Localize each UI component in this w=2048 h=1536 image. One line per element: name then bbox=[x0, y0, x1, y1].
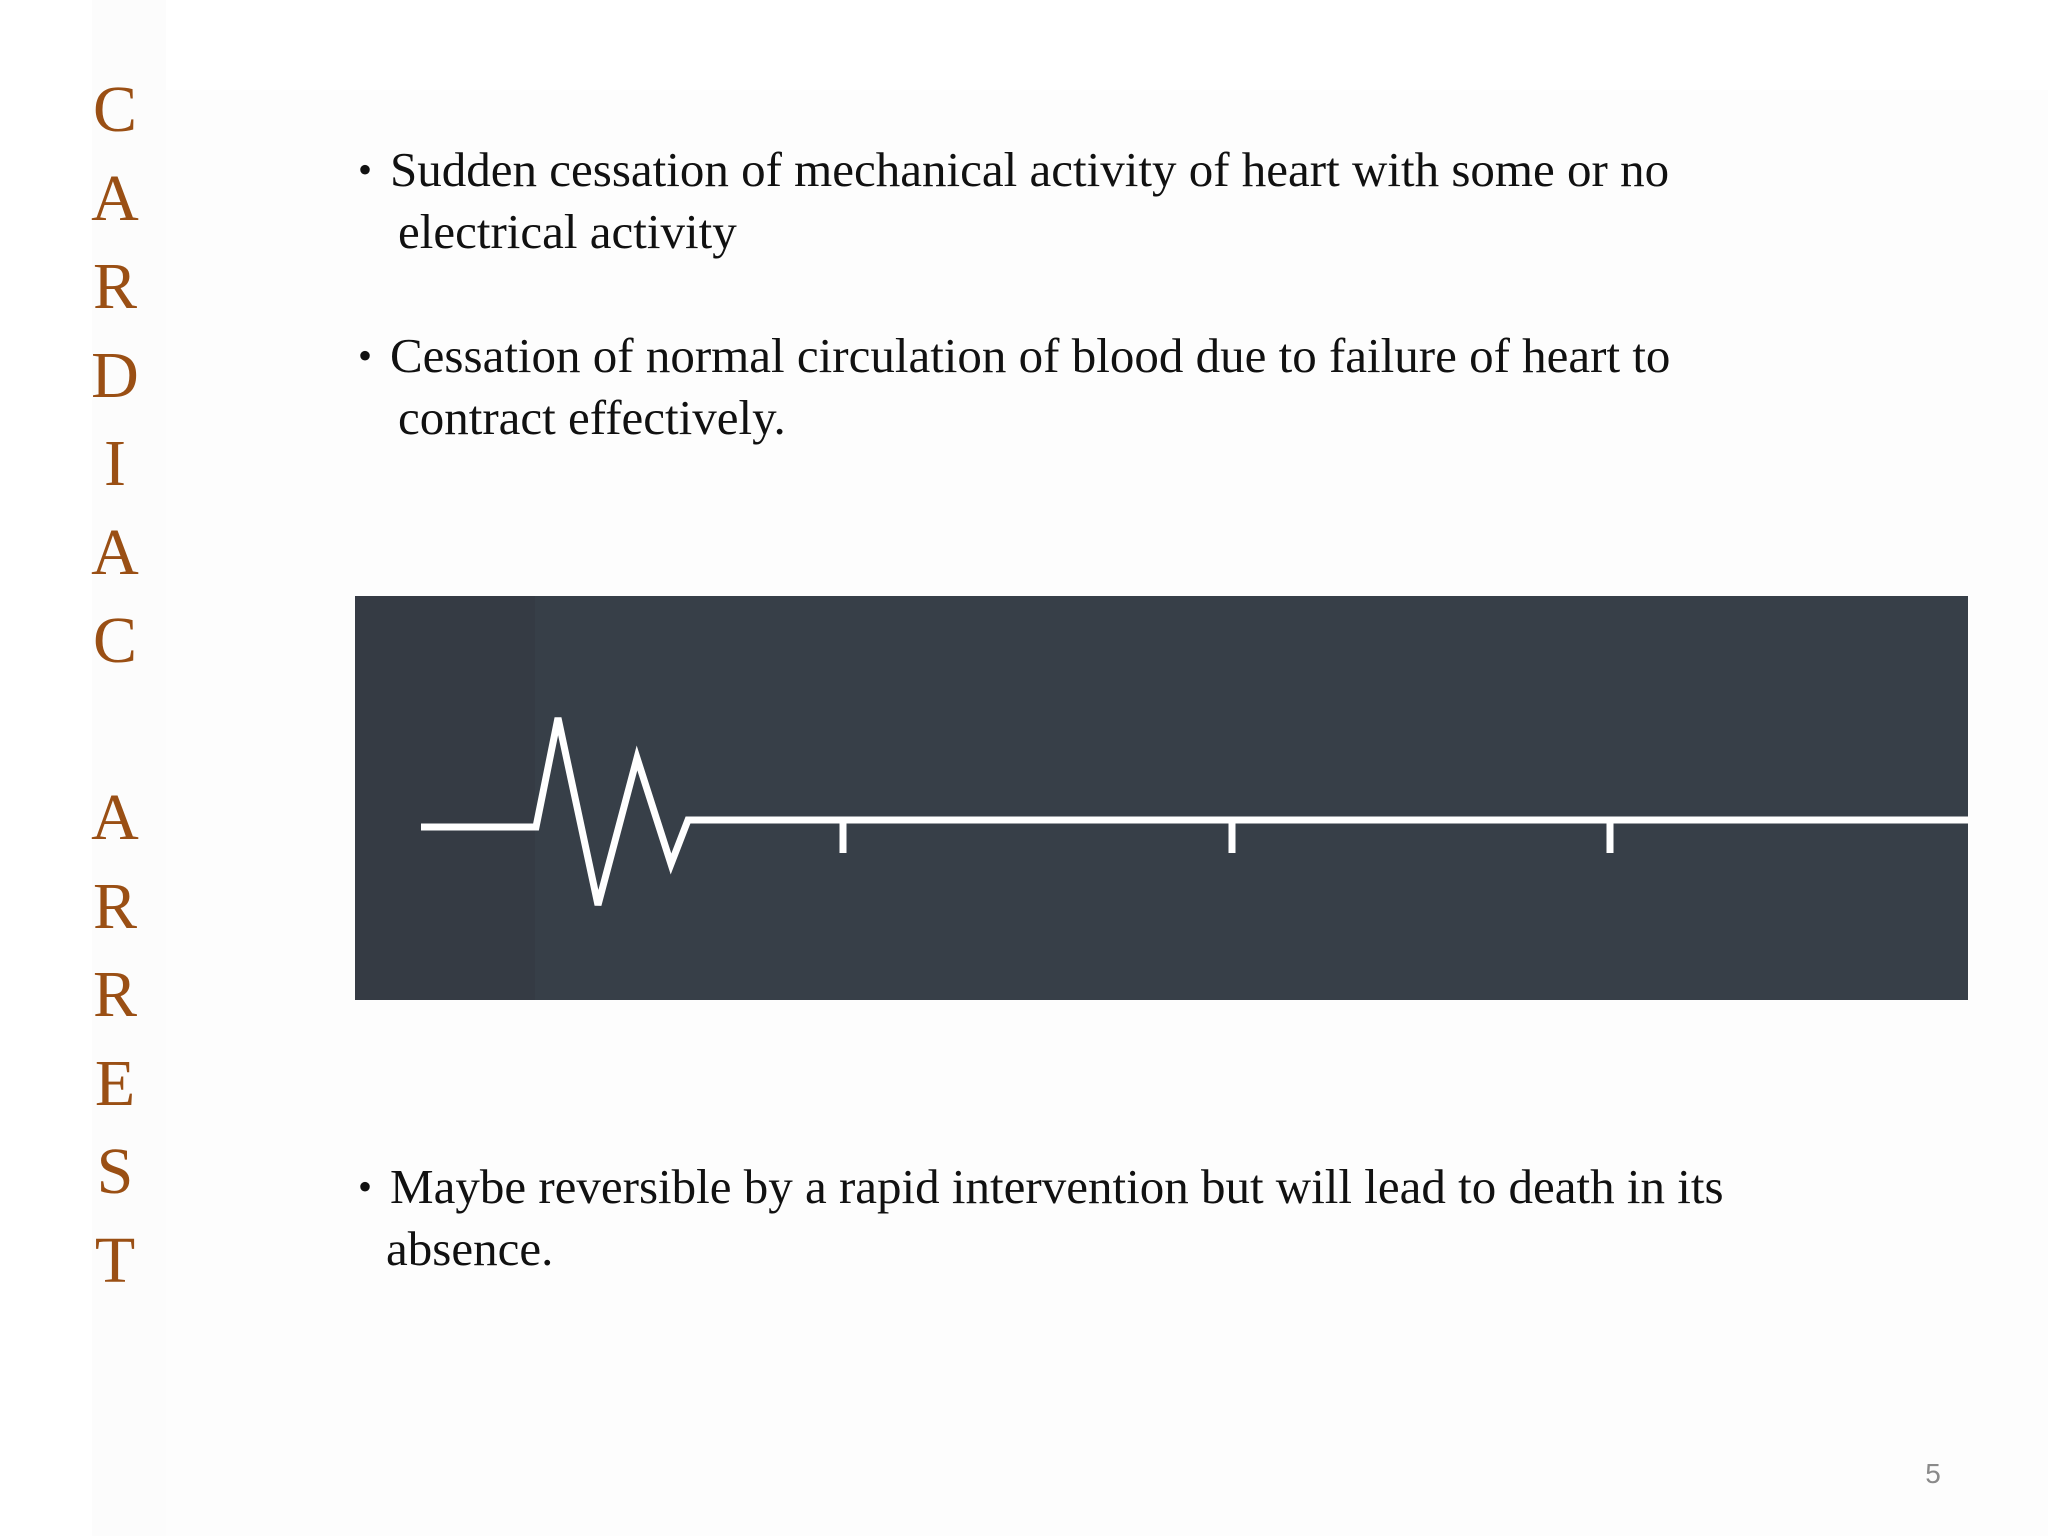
bullet-text-line: contract effectively. bbox=[398, 390, 786, 445]
title-letter: A bbox=[91, 781, 139, 854]
title-letter: T bbox=[94, 1223, 136, 1297]
title-letter: C bbox=[92, 604, 138, 677]
ecg-flatline-image bbox=[355, 596, 1968, 1000]
title-letter bbox=[70, 686, 160, 775]
bullet-dot: • bbox=[358, 1164, 373, 1209]
ecg-trace-svg bbox=[355, 596, 1968, 1000]
title-letter: E bbox=[94, 1046, 136, 1120]
vertical-title bbox=[70, 66, 160, 1305]
title-letter: I bbox=[104, 427, 126, 500]
bullet-text-line: electrical activity bbox=[398, 204, 737, 259]
page-number: 5 bbox=[1925, 1458, 1941, 1489]
bullet-text-line: absence. bbox=[386, 1221, 554, 1276]
title-letter: R bbox=[92, 869, 138, 943]
bullet-text-line: Maybe reversible by a rapid intervention but will lead to death in its bbox=[390, 1159, 1724, 1214]
title-letter: R bbox=[92, 250, 138, 323]
title-letter: C bbox=[92, 73, 138, 146]
title-letter: D bbox=[91, 338, 139, 412]
ecg-trace-line bbox=[421, 718, 1968, 905]
title-letter: S bbox=[96, 1135, 134, 1208]
bullet-text-line: Sudden cessation of mechanical activity of heart with some or no bbox=[390, 142, 1670, 197]
bullet-text-line: Cessation of normal circulation of blood due to failure of heart to bbox=[390, 328, 1671, 383]
title-letter: A bbox=[91, 161, 139, 235]
title-letter: R bbox=[92, 958, 138, 1031]
bullet-dot: • bbox=[358, 333, 373, 378]
title-letter: A bbox=[91, 515, 139, 589]
bullet-dot: • bbox=[358, 147, 373, 192]
